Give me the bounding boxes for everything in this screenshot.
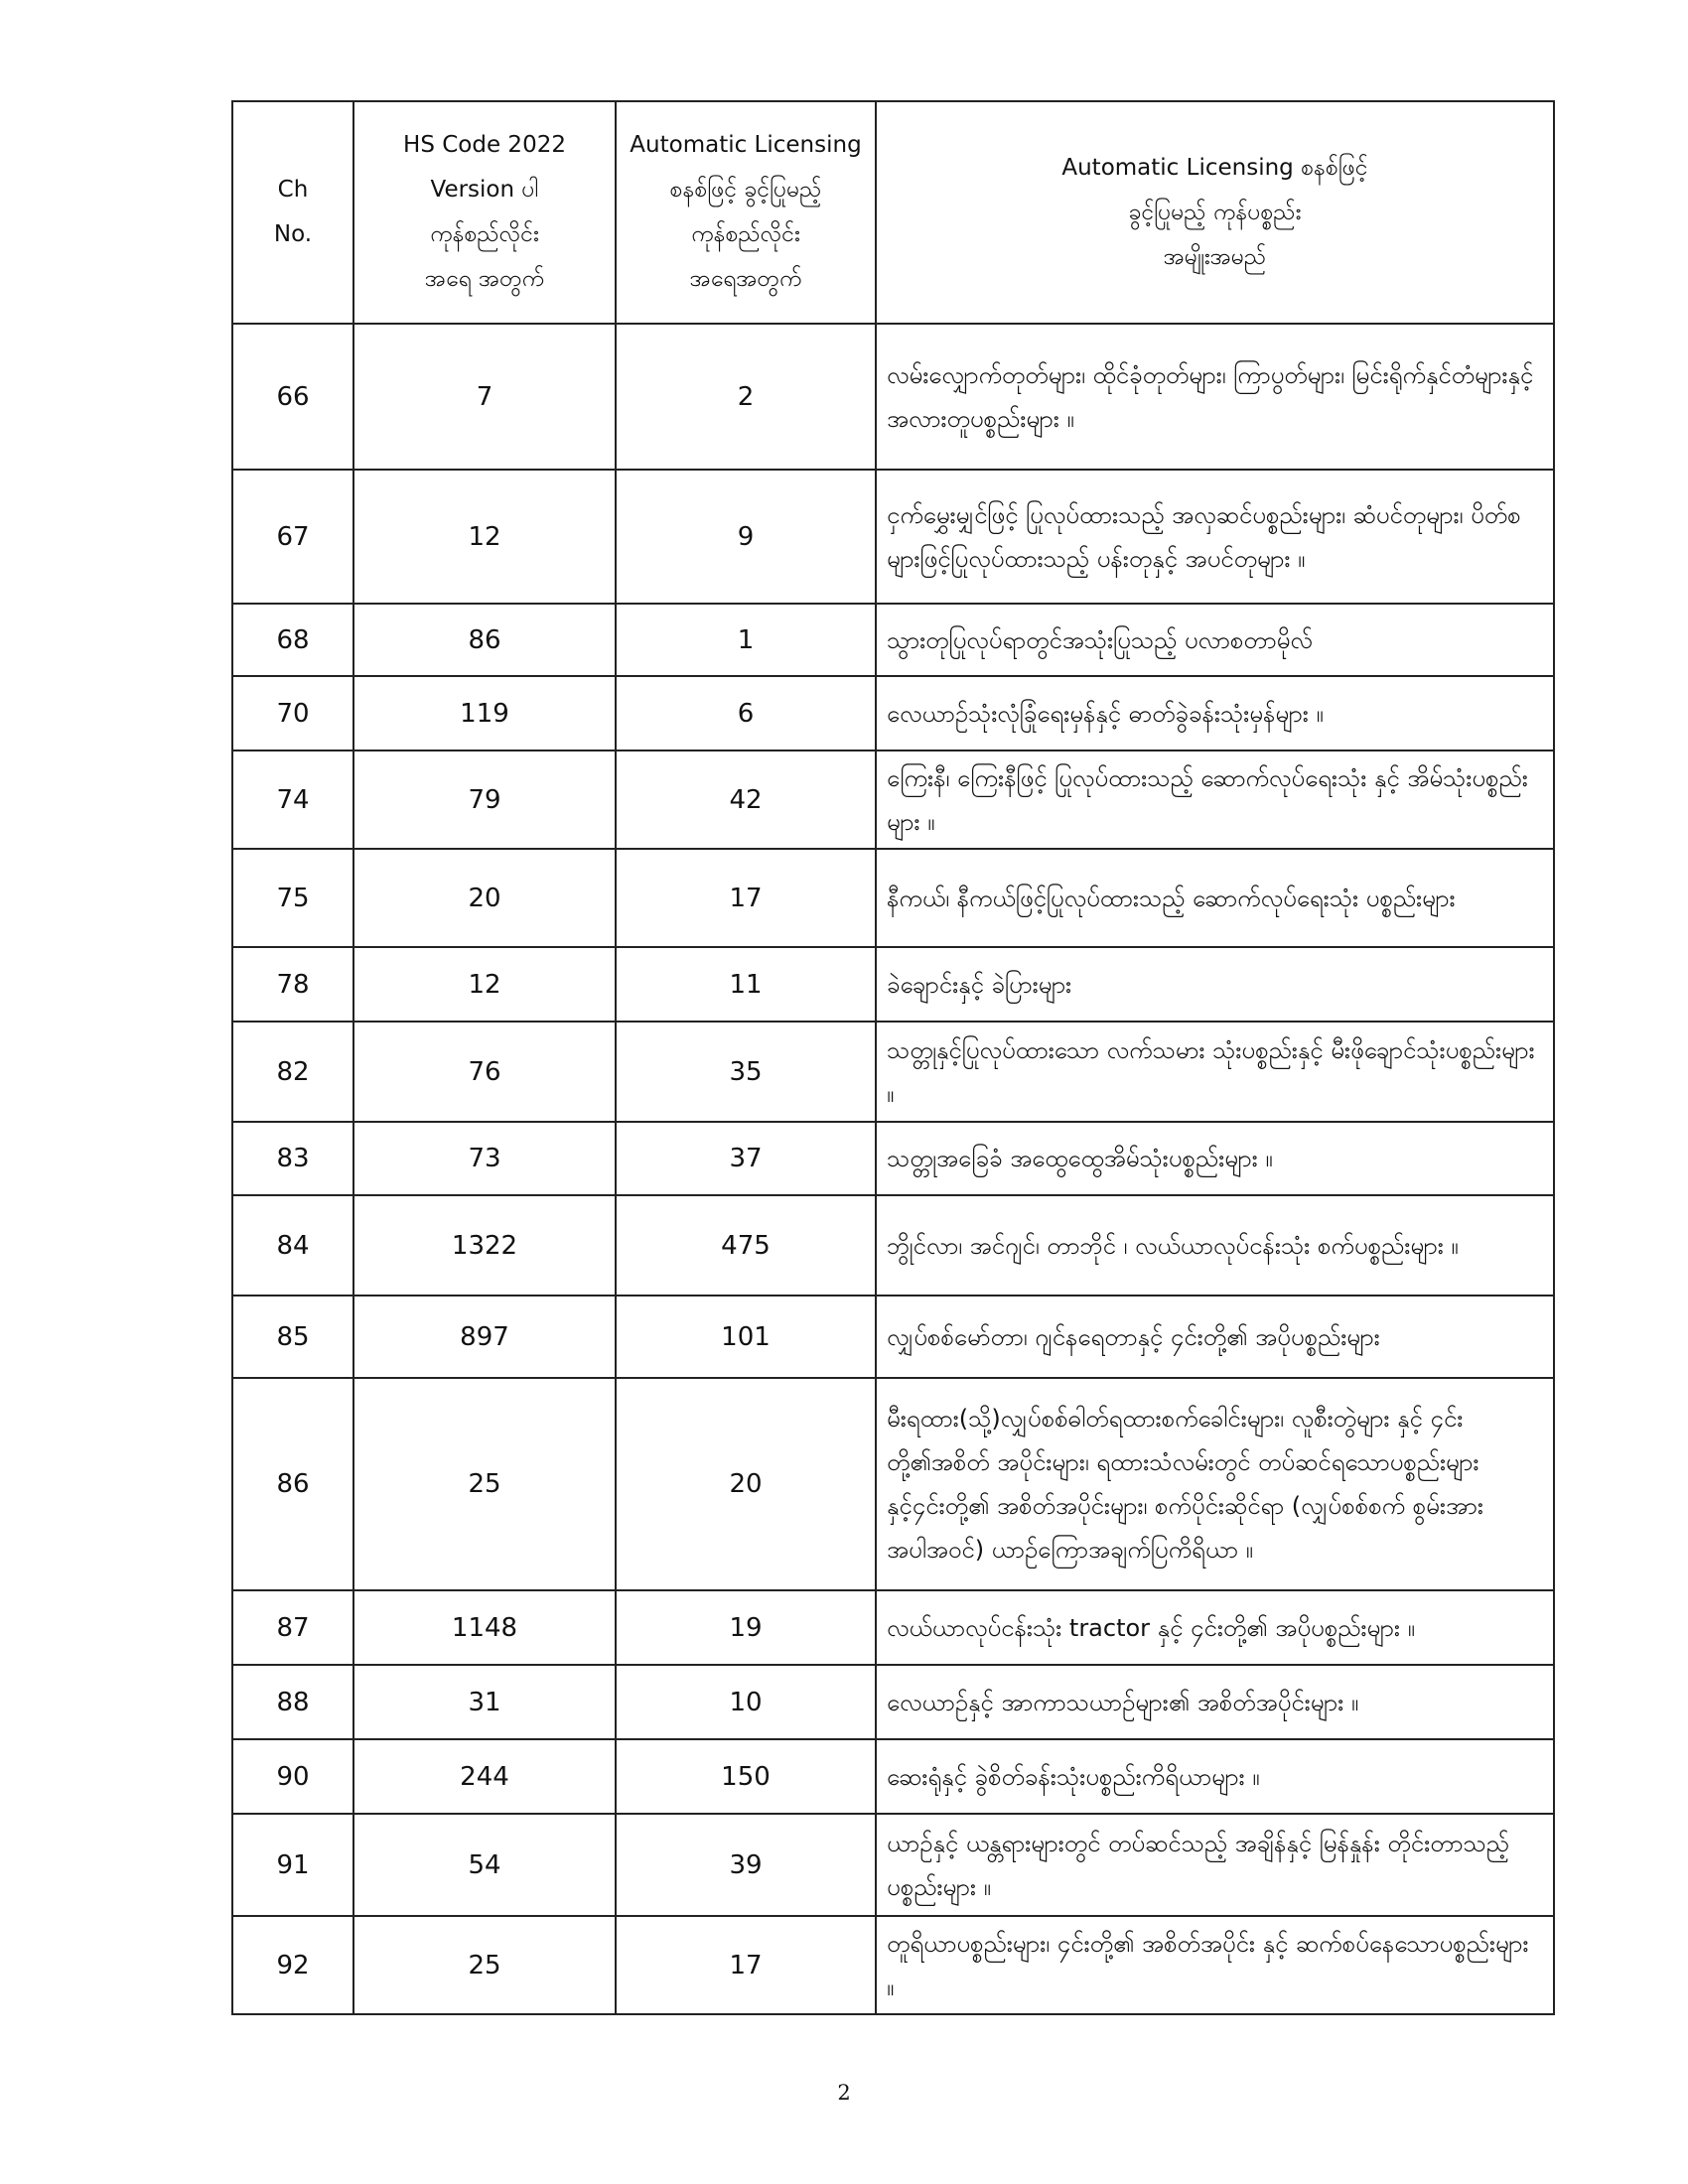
cell-auto-count: 6 <box>616 676 876 751</box>
table-header-row <box>232 101 1554 324</box>
cell-ch-no: 78 <box>232 947 353 1022</box>
cell-auto-count: 2 <box>616 324 876 470</box>
table-row <box>232 1195 1554 1296</box>
header-automatic-licensing-count: Automatic Licensing စနစ်ဖြင့် ခွင့်ပြုမည့် ကုန်စည်လိုင်း အရေအတွက် <box>616 101 876 324</box>
cell-auto-count: 17 <box>616 1916 876 2014</box>
cell-ch-no: 91 <box>232 1814 353 1916</box>
cell-ch-no: 88 <box>232 1665 353 1739</box>
cell-ch-no: 90 <box>232 1739 353 1814</box>
cell-auto-count: 1 <box>616 604 876 676</box>
cell-hs-count: 25 <box>353 1916 616 2014</box>
table-row <box>232 1665 1554 1739</box>
cell-ch-no: 84 <box>232 1195 353 1296</box>
cell-ch-no: 68 <box>232 604 353 676</box>
table-row <box>232 1122 1554 1195</box>
cell-auto-count: 150 <box>616 1739 876 1814</box>
table-row <box>232 1814 1554 1916</box>
cell-description: ဘွိုင်လာ၊ အင်ဂျင်၊ တာဘိုင် ၊ လယ်ယာလုပ်ငန်းသုံး စက်ပစ္စည်းများ ။ <box>876 1195 1554 1296</box>
cell-hs-count: 54 <box>353 1814 616 1916</box>
cell-auto-count: 35 <box>616 1022 876 1122</box>
cell-auto-count: 9 <box>616 470 876 604</box>
cell-hs-count: 7 <box>353 324 616 470</box>
cell-description: ခဲချောင်းနှင့် ခဲပြားများ <box>876 947 1554 1022</box>
cell-ch-no: 87 <box>232 1590 353 1665</box>
page-number: 2 <box>837 2081 851 2105</box>
cell-hs-count: 119 <box>353 676 616 751</box>
cell-auto-count: 10 <box>616 1665 876 1739</box>
cell-ch-no: 67 <box>232 470 353 604</box>
cell-ch-no: 83 <box>232 1122 353 1195</box>
cell-description: လေယာဉ်သုံးလုံခြုံရေးမှန်နှင့် ဓာတ်ခွဲခန်းသုံးမှန်များ ။ <box>876 676 1554 751</box>
cell-description: မီးရထား(သို့)လျှပ်စစ်ဓါတ်ရထားစက်ခေါင်းများ၊ လူစီးတွဲများ နှင့် ၄င်းတို့၏အစိတ် အပိုင်းများ၊ ရထားသံလမ်းတွင် တပ်ဆင်ရသောပစ္စည်းများ နှင့်၄င်းတို့၏ အစိတ်အပိုင်းများ၊ စက်ပိုင်းဆိုင်ရာ (လျှပ်စစ်စက် စွမ်းအား အပါအဝင်) ယာဉ်ကြောအချက်ပြကိရိယာ ။ <box>876 1378 1554 1590</box>
table-row <box>232 676 1554 751</box>
cell-auto-count: 11 <box>616 947 876 1022</box>
cell-hs-count: 20 <box>353 849 616 947</box>
header-ch-no: Ch No. <box>232 101 353 324</box>
cell-description: သွားတုပြုလုပ်ရာတွင်အသုံးပြုသည့် ပလာစတာမိုလ် <box>876 604 1554 676</box>
cell-hs-count: 897 <box>353 1296 616 1378</box>
cell-auto-count: 37 <box>616 1122 876 1195</box>
cell-auto-count: 101 <box>616 1296 876 1378</box>
table-row <box>232 947 1554 1022</box>
cell-hs-count: 1322 <box>353 1195 616 1296</box>
cell-hs-count: 12 <box>353 947 616 1022</box>
cell-hs-count: 1148 <box>353 1590 616 1665</box>
cell-hs-count: 244 <box>353 1739 616 1814</box>
cell-ch-no: 82 <box>232 1022 353 1122</box>
cell-ch-no: 66 <box>232 324 353 470</box>
cell-description: ကြေးနီ၊ ကြေးနီဖြင့် ပြုလုပ်ထားသည့် ဆောက်လုပ်ရေးသုံး နှင့် အိမ်သုံးပစ္စည်းများ ။ <box>876 751 1554 849</box>
cell-hs-count: 79 <box>353 751 616 849</box>
cell-auto-count: 475 <box>616 1195 876 1296</box>
header-hs-code-count: HS Code 2022 Version ပါ ကုန်စည်လိုင်း အရေ အတွက် <box>353 101 616 324</box>
table-row <box>232 1296 1554 1378</box>
table-row <box>232 1916 1554 2014</box>
cell-auto-count: 20 <box>616 1378 876 1590</box>
table-row <box>232 1739 1554 1814</box>
cell-description: လျှပ်စစ်မော်တာ၊ ဂျင်နရေတာနှင့် ၄င်းတို့၏ အပိုပစ္စည်းများ <box>876 1296 1554 1378</box>
cell-description: ယာဉ်နှင့် ယန္တရားများတွင် တပ်ဆင်သည့် အချိန်နှင့် မြန်နှုန်း တိုင်းတာသည့် ပစ္စည်းများ ။ <box>876 1814 1554 1916</box>
table-row <box>232 849 1554 947</box>
table-row <box>232 324 1554 470</box>
cell-auto-count: 19 <box>616 1590 876 1665</box>
table-row <box>232 1590 1554 1665</box>
cell-description: လမ်းလျှောက်တုတ်များ၊ ထိုင်ခုံတုတ်များ၊ ကြာပွတ်များ၊ မြင်းရိုက်နှင်တံများနှင့် အလားတူပစ္စည်းများ ။ <box>876 324 1554 470</box>
cell-description: လေယာဉ်နှင့် အာကာသယာဉ်များ၏ အစိတ်အပိုင်းများ ။ <box>876 1665 1554 1739</box>
automatic-licensing-table <box>231 100 1555 2015</box>
cell-hs-count: 73 <box>353 1122 616 1195</box>
cell-description: သတ္တုနှင့်ပြုလုပ်ထားသော လက်သမား သုံးပစ္စည်းနှင့် မီးဖိုချောင်သုံးပစ္စည်းများ ။ <box>876 1022 1554 1122</box>
header-goods-description: Automatic Licensing စနစ်ဖြင့် ခွင့်ပြုမည့် ကုန်ပစ္စည်း အမျိုးအမည် <box>876 101 1554 324</box>
cell-description: ဆေးရုံနှင့် ခွဲစိတ်ခန်းသုံးပစ္စည်းကိရိယာများ ။ <box>876 1739 1554 1814</box>
table-row <box>232 751 1554 849</box>
cell-description: တူရိယာပစ္စည်းများ၊ ၄င်းတို့၏ အစိတ်အပိုင်း နှင့် ဆက်စပ်နေသောပစ္စည်းများ ။ <box>876 1916 1554 2014</box>
cell-ch-no: 85 <box>232 1296 353 1378</box>
cell-description: ငှက်မွှေးမျှင်ဖြင့် ပြုလုပ်ထားသည့် အလှဆင်ပစ္စည်းများ၊ ဆံပင်တုများ၊ ပိတ်စများဖြင့်ပြုလုပ်ထားသည့် ပန်းတုနှင့် အပင်တုများ ။ <box>876 470 1554 604</box>
cell-auto-count: 42 <box>616 751 876 849</box>
cell-ch-no: 70 <box>232 676 353 751</box>
cell-description: လယ်ယာလုပ်ငန်းသုံး tractor နှင့် ၄င်းတို့၏ အပိုပစ္စည်းများ ။ <box>876 1590 1554 1665</box>
table-row <box>232 1022 1554 1122</box>
cell-ch-no: 92 <box>232 1916 353 2014</box>
cell-description: သတ္တုအခြေခံ အထွေထွေအိမ်သုံးပစ္စည်းများ ။ <box>876 1122 1554 1195</box>
cell-ch-no: 74 <box>232 751 353 849</box>
cell-hs-count: 12 <box>353 470 616 604</box>
table-row <box>232 604 1554 676</box>
cell-ch-no: 75 <box>232 849 353 947</box>
cell-hs-count: 25 <box>353 1378 616 1590</box>
license-table-container <box>231 100 1553 2015</box>
table-row <box>232 470 1554 604</box>
cell-auto-count: 39 <box>616 1814 876 1916</box>
cell-hs-count: 31 <box>353 1665 616 1739</box>
cell-hs-count: 76 <box>353 1022 616 1122</box>
cell-auto-count: 17 <box>616 849 876 947</box>
cell-description: နီကယ်၊ နီကယ်ဖြင့်ပြုလုပ်ထားသည့် ဆောက်လုပ်ရေးသုံး ပစ္စည်းများ <box>876 849 1554 947</box>
cell-hs-count: 86 <box>353 604 616 676</box>
cell-ch-no: 86 <box>232 1378 353 1590</box>
table-row <box>232 1378 1554 1590</box>
